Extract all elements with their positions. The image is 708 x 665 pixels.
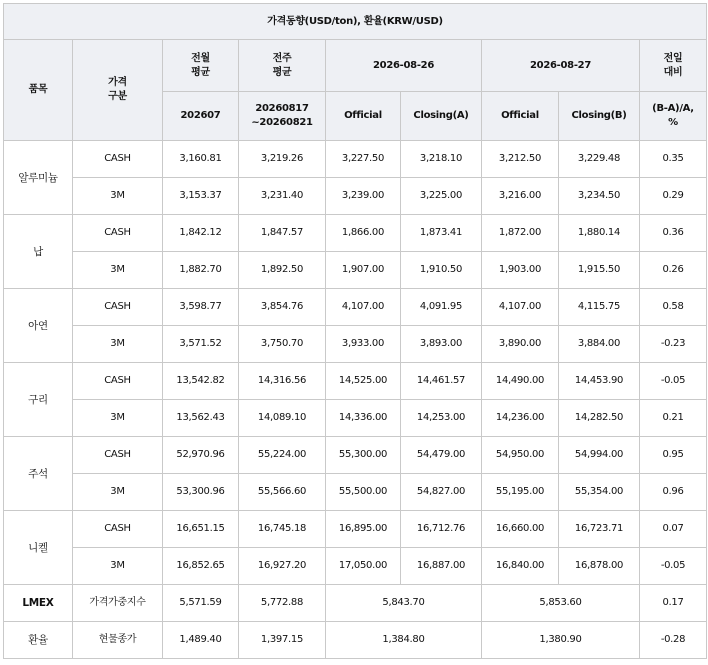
change-value: -0.05 [640, 363, 707, 400]
closing-a-value: 1,873.41 [401, 215, 482, 252]
closing-a-value: 3,225.00 [401, 178, 482, 215]
closing-a-value: 4,091.95 [401, 289, 482, 326]
closing-b-value: 5,853.60 [482, 585, 640, 622]
prev-month-value: 3,598.77 [163, 289, 239, 326]
change-value: 0.95 [640, 437, 707, 474]
table-row [4, 474, 707, 511]
official-a-value: 16,895.00 [326, 511, 401, 548]
price-table [3, 3, 707, 659]
table-row [4, 400, 707, 437]
official-a-value: 3,933.00 [326, 326, 401, 363]
official-b-value: 14,236.00 [482, 400, 559, 437]
table-row [4, 326, 707, 363]
price-type: CASH [73, 363, 163, 400]
change-value: -0.23 [640, 326, 707, 363]
closing-a-value: 3,893.00 [401, 326, 482, 363]
prev-week-value: 5,772.88 [239, 585, 326, 622]
prev-month-value: 3,160.81 [163, 141, 239, 178]
official-b-value: 16,660.00 [482, 511, 559, 548]
official-b-value: 1,872.00 [482, 215, 559, 252]
price-type: 가격가중지수 [73, 585, 163, 622]
closing-b-value: 16,878.00 [559, 548, 640, 585]
price-type: CASH [73, 289, 163, 326]
item-name: 아연 [4, 289, 73, 363]
official-b-value: 16,840.00 [482, 548, 559, 585]
prev-month-value: 3,153.37 [163, 178, 239, 215]
prev-month-value: 52,970.96 [163, 437, 239, 474]
closing-a-value: 54,827.00 [401, 474, 482, 511]
prev-month-value: 1,882.70 [163, 252, 239, 289]
prev-month-value: 13,562.43 [163, 400, 239, 437]
closing-b-value: 1,915.50 [559, 252, 640, 289]
prev-week-value: 3,231.40 [239, 178, 326, 215]
price-type: CASH [73, 437, 163, 474]
official-a-value: 3,227.50 [326, 141, 401, 178]
prev-month-value: 13,542.82 [163, 363, 239, 400]
change-value: 0.07 [640, 511, 707, 548]
official-a-value: 55,300.00 [326, 437, 401, 474]
item-name: 구리 [4, 363, 73, 437]
official-b-value: 3,212.50 [482, 141, 559, 178]
prev-week-value: 55,566.60 [239, 474, 326, 511]
closing-b-value: 55,354.00 [559, 474, 640, 511]
closing-a-value: 1,384.80 [326, 622, 482, 659]
header-change: 전일 대비 [640, 40, 707, 92]
table-row [4, 215, 707, 252]
change-value: -0.28 [640, 622, 707, 659]
table-row [4, 178, 707, 215]
header-official-a: Official [326, 92, 401, 141]
closing-b-value: 3,229.48 [559, 141, 640, 178]
table-title: 가격동향(USD/ton), 환율(KRW/USD) [4, 4, 707, 40]
prev-week-value: 16,927.20 [239, 548, 326, 585]
price-type: CASH [73, 511, 163, 548]
header-date-a: 2026-08-26 [326, 40, 482, 92]
official-b-value: 3,216.00 [482, 178, 559, 215]
closing-b-value: 3,234.50 [559, 178, 640, 215]
prev-month-value: 53,300.96 [163, 474, 239, 511]
official-b-value: 3,890.00 [482, 326, 559, 363]
official-a-value: 14,336.00 [326, 400, 401, 437]
item-name: 니켈 [4, 511, 73, 585]
table-row [4, 141, 707, 178]
change-value: 0.26 [640, 252, 707, 289]
official-a-value: 55,500.00 [326, 474, 401, 511]
header-change-unit: (B-A)/A, % [640, 92, 707, 141]
prev-month-value: 16,852.65 [163, 548, 239, 585]
item-name: LMEX [4, 585, 73, 622]
official-b-value: 1,903.00 [482, 252, 559, 289]
table-row [4, 289, 707, 326]
closing-a-value: 5,843.70 [326, 585, 482, 622]
change-value: 0.29 [640, 178, 707, 215]
header-price-type: 가격 구분 [73, 40, 163, 141]
closing-b-value: 16,723.71 [559, 511, 640, 548]
price-type: 3M [73, 474, 163, 511]
table-row [4, 622, 707, 659]
header-closing-a: Closing(A) [401, 92, 482, 141]
table-row [4, 511, 707, 548]
official-a-value: 14,525.00 [326, 363, 401, 400]
closing-b-value: 4,115.75 [559, 289, 640, 326]
header-prev-week-avg: 전주 평균 [239, 40, 326, 92]
change-value: 0.17 [640, 585, 707, 622]
closing-a-value: 16,887.00 [401, 548, 482, 585]
prev-month-value: 5,571.59 [163, 585, 239, 622]
item-name: 알루미늄 [4, 141, 73, 215]
closing-b-value: 1,880.14 [559, 215, 640, 252]
closing-b-value: 1,380.90 [482, 622, 640, 659]
official-b-value: 54,950.00 [482, 437, 559, 474]
closing-b-value: 14,282.50 [559, 400, 640, 437]
table-row [4, 585, 707, 622]
prev-week-value: 1,892.50 [239, 252, 326, 289]
price-type: 3M [73, 548, 163, 585]
prev-month-value: 16,651.15 [163, 511, 239, 548]
official-b-value: 4,107.00 [482, 289, 559, 326]
prev-week-value: 14,316.56 [239, 363, 326, 400]
item-name: 주석 [4, 437, 73, 511]
change-value: 0.58 [640, 289, 707, 326]
closing-a-value: 16,712.76 [401, 511, 482, 548]
closing-b-value: 3,884.00 [559, 326, 640, 363]
prev-month-value: 1,842.12 [163, 215, 239, 252]
official-a-value: 4,107.00 [326, 289, 401, 326]
prev-week-value: 55,224.00 [239, 437, 326, 474]
price-type: 3M [73, 252, 163, 289]
prev-month-value: 3,571.52 [163, 326, 239, 363]
change-value: 0.21 [640, 400, 707, 437]
header-prev-month-avg: 전월 평균 [163, 40, 239, 92]
price-type: 3M [73, 326, 163, 363]
change-value: -0.05 [640, 548, 707, 585]
change-value: 0.96 [640, 474, 707, 511]
closing-b-value: 14,453.90 [559, 363, 640, 400]
item-name: 환율 [4, 622, 73, 659]
official-a-value: 1,866.00 [326, 215, 401, 252]
price-type: CASH [73, 215, 163, 252]
closing-a-value: 14,253.00 [401, 400, 482, 437]
price-type: CASH [73, 141, 163, 178]
header-item: 품목 [4, 40, 73, 141]
prev-week-value: 1,397.15 [239, 622, 326, 659]
prev-week-value: 3,750.70 [239, 326, 326, 363]
official-a-value: 17,050.00 [326, 548, 401, 585]
header-official-b: Official [482, 92, 559, 141]
change-value: 0.35 [640, 141, 707, 178]
price-type: 3M [73, 178, 163, 215]
price-type: 3M [73, 400, 163, 437]
table-row [4, 548, 707, 585]
prev-week-value: 16,745.18 [239, 511, 326, 548]
prev-week-value: 14,089.10 [239, 400, 326, 437]
official-a-value: 3,239.00 [326, 178, 401, 215]
official-b-value: 14,490.00 [482, 363, 559, 400]
header-week-value: 20260817 ~20260821 [239, 92, 326, 141]
table-row [4, 363, 707, 400]
table-row [4, 437, 707, 474]
closing-a-value: 14,461.57 [401, 363, 482, 400]
header-date-b: 2026-08-27 [482, 40, 640, 92]
prev-week-value: 3,219.26 [239, 141, 326, 178]
closing-a-value: 3,218.10 [401, 141, 482, 178]
price-type: 현물종가 [73, 622, 163, 659]
official-b-value: 55,195.00 [482, 474, 559, 511]
closing-b-value: 54,994.00 [559, 437, 640, 474]
official-a-value: 1,907.00 [326, 252, 401, 289]
prev-week-value: 1,847.57 [239, 215, 326, 252]
closing-a-value: 54,479.00 [401, 437, 482, 474]
header-closing-b: Closing(B) [559, 92, 640, 141]
item-name: 납 [4, 215, 73, 289]
table-row [4, 252, 707, 289]
prev-week-value: 3,854.76 [239, 289, 326, 326]
change-value: 0.36 [640, 215, 707, 252]
prev-month-value: 1,489.40 [163, 622, 239, 659]
header-month-value: 202607 [163, 92, 239, 141]
closing-a-value: 1,910.50 [401, 252, 482, 289]
